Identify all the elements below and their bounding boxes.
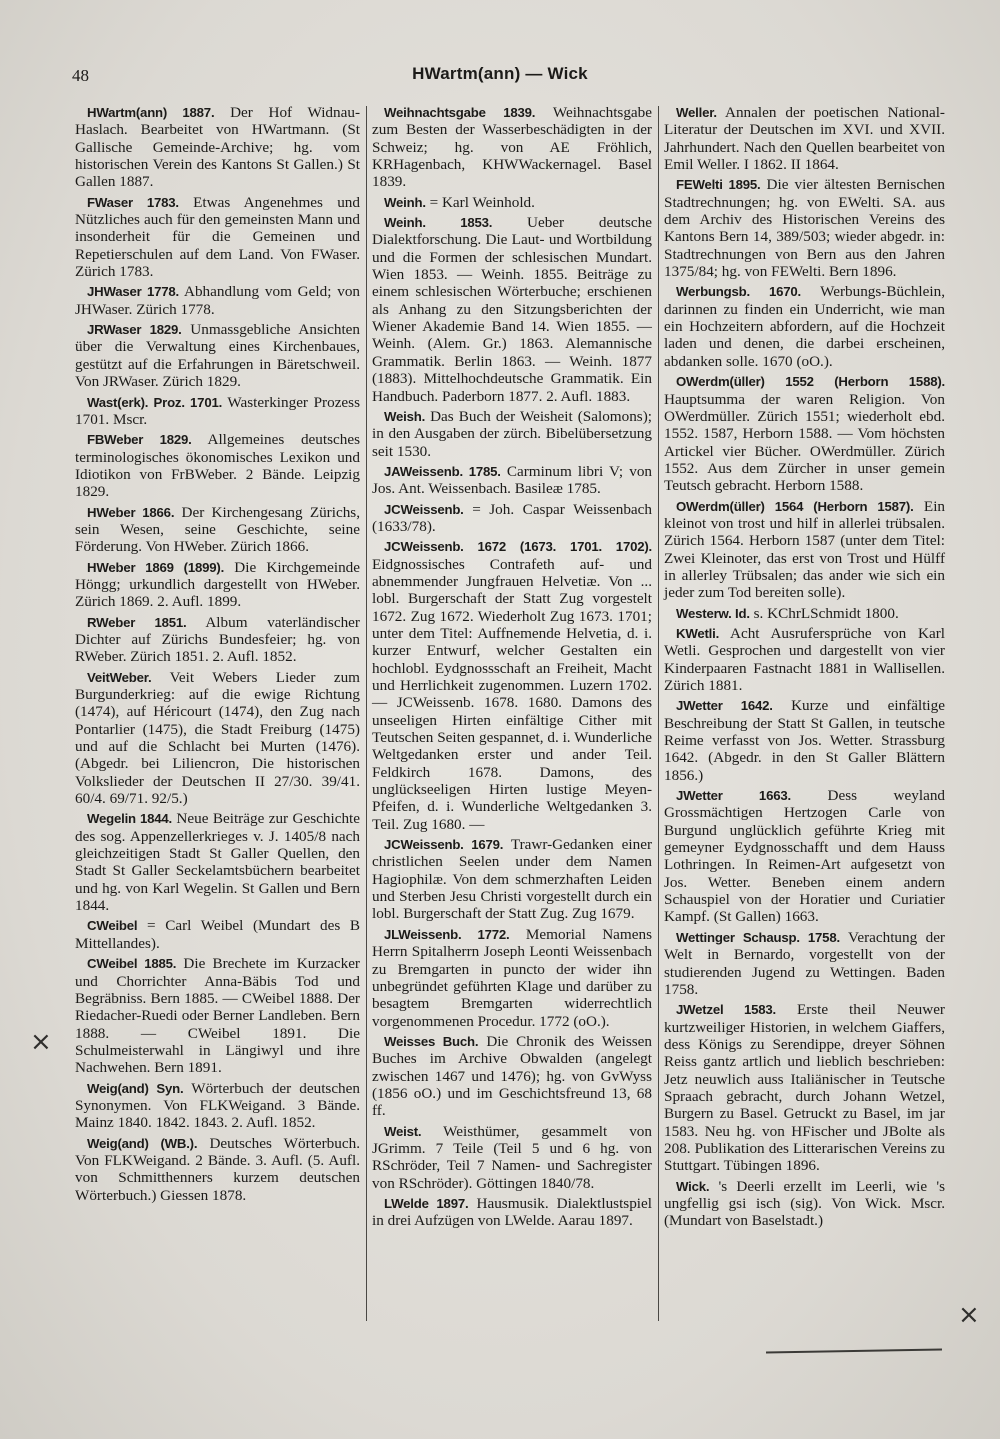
bibliography-entry — [664, 1178, 945, 1230]
entry-text: Wasterkinger Prozess 1701. Mscr. — [75, 393, 360, 428]
bibliography-entry — [75, 283, 360, 318]
bibliography-entry — [75, 394, 360, 429]
entry-siglum: KWetli. — [676, 625, 720, 641]
bibliography-entry — [664, 787, 945, 926]
entry-text: s. KChrLSchmidt 1800. — [753, 604, 899, 622]
entry-siglum: Weist. — [384, 1123, 422, 1139]
bibliography-entry — [75, 431, 360, 500]
entry-text: Allgemeines deutsches terminologisches ökonomisches Lexikon und Idiotikon von FrBWeber. 2 Bände. Leipzig 1829. — [75, 431, 360, 501]
entry-siglum: JWetter 1663. — [676, 788, 791, 804]
entry-text: Die Brechete im Kurzacker und Chorrichter Anna-Bäbis Tod und Begräbniss. Bern 1885. — CWeibel 1888. Der Riedacher-Ruedi oder Berner Landleben. Bern 1888. — CWeibel 1891. Die Schulmeisterwahl in Längiwyl und ihre Nachwehen. Bern 1891. — [75, 955, 360, 1077]
entry-siglum: OWerdm(üller) 1564 (Herborn 1587). — [676, 498, 914, 514]
bibliography-entry — [372, 926, 652, 1030]
bibliography-entry — [664, 498, 945, 602]
entry-text: Veit Webers Lieder zum Burgunderkrieg: auf die ewige Richtung (1474), auf Héricourt (1474), den Zug nach Pontarlier (1475), die Stadt Freiburg (1475) und auf die Schlacht bei Murten (1476). (Abgedr. bei Liliencron, Die historischen Volkslieder der Deutschen II 27/30. 39/41. 60/4. 69/71. 92/5.) — [75, 668, 360, 808]
entry-text: Hausmusik. Dialektlustspiel in drei Aufzügen von LWelde. Aarau 1897. — [372, 1194, 652, 1230]
bibliography-entry — [75, 917, 360, 952]
entry-siglum: JCWeissenb. 1679. — [384, 837, 504, 853]
entry-siglum: VeitWeber. — [87, 669, 152, 685]
entry-text: Ein kleinot von trost und hilf in allerlei trübsalen. Zürich 1564. Herborn 1587 (unter dem Titel: Zwei Kleinoter, das erst von Trost und Hülff in allerley Trübsalen; das ander wie sich ein jeder zum Tod bereiten solle). — [664, 497, 946, 602]
entry-text: Annalen der poetischen National-Literatur der Deutschen im XVI. und XVII. Jahrhundert. Nach den Quellen bearbeitet von Emil Weller. I 1862. II 1864. — [664, 104, 945, 174]
entry-siglum: LWelde 1897. — [384, 1195, 469, 1211]
bibliography-entry — [372, 501, 652, 536]
entry-siglum: JWetter 1642. — [676, 698, 773, 714]
entry-siglum: OWerdm(üller) 1552 (Herborn 1588). — [676, 374, 945, 390]
entry-text: Acht Ausrufersprüche von Karl Wetli. Gesprochen und dargestellt von vier Kinderpaaren Fastnacht 1881 in Wallisellen. Zürich 1881. — [664, 624, 945, 694]
entry-siglum: JLWeissenb. 1772. — [384, 926, 510, 942]
bibliography-entry — [372, 1123, 652, 1192]
bibliography-entry — [664, 929, 945, 998]
bibliography-entry — [75, 1135, 360, 1204]
entry-siglum: Wick. — [676, 1178, 710, 1194]
entry-text: Der Kirchengesang Zürichs, sein Wesen, seine Geschichte, seine Förderung. Von HWeber. Zürich 1866. — [75, 503, 361, 556]
entry-siglum: RWeber 1851. — [87, 614, 187, 630]
entry-text: = Joh. Caspar Weissenbach (1633/78). — [372, 500, 653, 535]
bibliography-entry — [372, 1033, 652, 1120]
page-number: 48 — [72, 66, 89, 85]
entry-text: Das Buch der Weisheit (Salomons); in den Ausgaben der zürch. Bibelübersetzung seit 1530. — [372, 407, 652, 460]
bibliography-entry — [664, 373, 945, 494]
bibliography-entry — [75, 1080, 360, 1132]
entry-siglum: Weig(and) (WB.). — [87, 1135, 198, 1151]
entry-siglum: Wast(erk). Proz. 1701. — [87, 394, 223, 410]
entry-siglum: Weisses Buch. — [384, 1033, 479, 1049]
bibliography-entry — [372, 214, 652, 405]
bibliography-entry — [664, 605, 945, 622]
entry-siglum: Weihnachtsgabe 1839. — [384, 105, 536, 120]
entry-text: Erste theil Neuwer kurtzweiliger Historien, in welchem Giaffers, dess Königs zu Serendippe, dreyer Söhnen Reiss gantz artlich und lieblich beschrieben: Jetz neuwlich auss Italiänischer in Teutsche Spraach gebracht, durch Johann Wetzel, Burgern zu Basel. Getruckt zu Basel, im jar 1583. Neu hg. von HFischer und JBolte als 208. Publikation des Litterarischen Vereins zu Stuttgart. Tübingen 1896. — [664, 1001, 945, 1175]
bibliography-entry — [75, 955, 360, 1076]
bibliography-entry — [664, 1001, 945, 1174]
entry-text: Etwas Angenehmes und Nützliches auch für den gemeinsten Mann und insonderheit für die Gemeinen und Repetierschulen auf dem Land. Von FWaser. Zürich 1783. — [75, 193, 360, 281]
column-rule — [366, 106, 367, 1321]
entry-siglum: HWeber 1869 (1899). — [87, 559, 225, 575]
entry-text: Carminum libri V; von Jos. Ant. Weissenbach. Basileæ 1785. — [372, 462, 653, 498]
entry-siglum: Wegelin 1844. — [87, 811, 172, 827]
entry-siglum: FBWeber 1829. — [87, 432, 192, 448]
entry-text: Weisthümer, gesammelt von JGrimm. 7 Teile (Teil 5 und 6 hg. von RSchröder, Teil 7 Namen- und Sachregister von RSchröder). Göttingen 1840/78. — [372, 1122, 652, 1192]
bibliography-entry — [75, 614, 360, 666]
entry-text: Der Hof Widnau-Haslach. Bearbeitet von HWartmann. (St Gallische Gemeinde-Archive; hg. vom historischen Verein des Kantons St Gallen.) St Gallen 1887. — [75, 104, 361, 191]
entry-siglum: FWaser 1783. — [87, 194, 179, 210]
bibliography-entry — [372, 194, 652, 211]
entry-text: = Carl Weibel (Mundart des B Mittellandes). — [75, 917, 361, 952]
entry-text: 's Deerli erzellt im Leerli, wie 's ungfellig gsi isch (sig). Von Wick. Mscr. (Mundart von Baselstadt.) — [664, 1177, 945, 1230]
bibliography-entry — [75, 669, 360, 808]
bibliography-entry — [75, 104, 360, 191]
bibliography-entry — [664, 697, 945, 784]
entry-siglum: JHWaser 1778. — [87, 284, 180, 300]
entry-text: Abhandlung vom Geld; von JHWaser. Zürich 1778. — [75, 283, 361, 318]
entry-text: Kurze und einfältige Beschreibung der Statt St Gallen, in teutsche Reime verfasst von Jos. Wetter. Strassburg 1642. (Abgedr. in den St Galler Blättern 1856.) — [664, 697, 945, 784]
bibliography-entry — [372, 463, 652, 498]
handwritten-cross-mark: × — [30, 1027, 52, 1057]
entry-siglum: JAWeissenb. 1785. — [384, 463, 501, 479]
bibliography-entry — [664, 283, 945, 370]
entry-text: Verachtung der Welt in Bernardo, vorgestellt von der studierenden Jugend zu Wettingen. Baden 1758. — [664, 928, 945, 998]
entry-siglum: Wettinger Schausp. 1758. — [676, 929, 840, 945]
entry-siglum: Weig(and) Syn. — [87, 1080, 184, 1096]
entry-siglum: JRWaser 1829. — [87, 322, 182, 338]
entry-siglum: HWeber 1866. — [87, 504, 175, 520]
entry-text: Wörterbuch der deutschen Synonymen. Von FLKWeigand. 3 Bände. Mainz 1840. 1842. 1843. 2. Aufl. 1852. — [75, 1079, 360, 1132]
entry-siglum: Weish. — [384, 408, 426, 424]
bibliography-entry — [75, 321, 360, 390]
entry-text: Die vier ältesten Bernischen Stadtrechnungen; hg. von EWelti. SA. aus dem Archiv des Historischen Vereins des Kantons Bern 14, 389/503; wieder abgedr. in: Stadtrechnungen von Bern aus den Jahren 1375/84; hg. von FEWelti. Bern 1896. — [664, 176, 946, 281]
entry-siglum: JCWeissenb. — [384, 501, 464, 517]
bibliography-entry — [75, 810, 360, 914]
column-1 — [75, 104, 360, 1207]
entry-text: Memorial Namens Herrn Spitalherrn Joseph Leonti Weissenbach zu Bremgarten in puncto der wider ihn unbegründet geführten Klage und darüber zu besagtem Bremgarten widerrechtlich vorgenommenen Procedur. 1772 (oO.). — [372, 925, 652, 1030]
bibliography-entry — [372, 1195, 652, 1230]
entry-siglum: Weller. — [676, 105, 717, 120]
entry-siglum: Westerw. Id. — [676, 605, 750, 621]
column-2 — [372, 104, 652, 1233]
bibliography-entry — [372, 104, 652, 191]
entry-text: Werbungs-Büchlein, darinnen zu finden ein Underricht, wie man ein Hochzeitern abfordern, auf die Hochzeit laden und denen, die darbei erscheinen, abdanken solle. 1670 (oO.). — [664, 283, 945, 370]
entry-text: Unmassgebliche Ansichten über die Verwaltung eines Kirchenbaues, gestützt auf die Erfahrungen in Bäretschweil. Von JRWaser. Zürich 1829. — [75, 321, 361, 391]
entry-text: = Karl Weinhold. — [429, 193, 535, 211]
entry-text: Album vaterländischer Dichter auf Zürichs Bundesfeier; hg. von RWeber. Zürich 1851. 2. Aufl. 1852. — [75, 613, 360, 666]
entry-text: Eidgnossisches Contrafeth auf- und abnemmender Jungfrauen Helvetiæ. Von ... lobl. Burgerschaft der Statt Zug vorgestelt 1672. Zug 1672. Wiederholt Zug 1673. 1701; unter dem Titel: Auffnemende Helvetia, d. i. kurzer Entwurf, welcher Gestalten ein hochlobl. Eydgnossschaft an Freiheit, Macht und Herrlichkeit zugenommen. Luzern 1702. — JCWeissenb. 1678. 1680. Damons des unseeligen Hirten einfältige Cither mit Teutschen Seiten gespannet, d. i. Wunderliche Weltgedanken erster und ander Teil. Feldkirch 1678. Damons, des unglückseeligen Hirten lustige Meyen-Pfeifen, d. i. Wunderliche Weltgedanken 3. Teil. Zug 1680. — — [372, 555, 652, 833]
entry-text: Die Chronik des Weissen Buches im Archive Obwalden (angelegt zwischen 1467 und 1476); hg. von GvWyss (1856 oO.) und im Geschichtsfreund 13, 68 ff. — [372, 1032, 653, 1120]
entry-siglum: CWeibel 1885. — [87, 956, 177, 972]
running-head: HWartm(ann) — Wick — [412, 64, 588, 83]
bibliography-entry — [664, 176, 945, 280]
entry-text: Dess weyland Grossmächtigen Hertzogen Carle von Burgund unglücklich geführte Krieg mit gemeyner Eydgnosschafft und dem Hauss Lothringen. In Reimen-Art aufgesetzt von Jos. Wetter. Beneben einem andern Schauspiel von der Horatier und Curiatier Kampf. (St Gallen) 1663. — [664, 787, 946, 926]
entry-siglum: Weinh. 1853. — [384, 215, 493, 231]
entry-text: Weihnachtsgabe zum Besten der Wasserbeschädigten in der Schweiz; hg. von AE Fröhlich, KRHagenbach, KHWWackernagel. Basel 1839. — [372, 104, 652, 191]
entry-siglum: Weinh. — [384, 194, 426, 210]
entry-siglum: JWetzel 1583. — [676, 1002, 777, 1018]
entry-text: Ueber deutsche Dialektforschung. Die Laut- und Wortbildung und die Formen der schlesischen Mundart. Wien 1853. — Weinh. 1855. Beiträge zu einem schlesischen Wörterbuche; erschienen als Anhang zu den Sitzungsberichten der Wiener Akademie Band 14. Wien 1855. — Weinh. (Alem. Gr.) 1863. Alemannische Grammatik. Berlin 1863. — Weinh. 1877 (1883). Mittelhochdeutsche Grammatik. Ein Handbuch. Paderborn 1877. 2. Aufl. 1883. — [372, 214, 652, 405]
bibliography-entry — [372, 836, 652, 923]
entry-siglum: HWartm(ann) 1887. — [87, 105, 215, 120]
bibliography-entry — [75, 504, 360, 556]
column-rule — [658, 106, 659, 1321]
entry-text: Trawr-Gedanken einer christlichen Seelen under dem Namen Hagiophilæ. Von dem schmerzhaften Leiden und Sterben Jesu Christi vorgestellt durch ein lobl. Burgerschaft der Statt Zug. Zug 1679. — [372, 836, 652, 923]
handwritten-underline — [766, 1348, 942, 1353]
bibliography-entry — [75, 194, 360, 281]
entry-text: Die Kirchgemeinde Höngg; urkundlich dargestellt von HWeber. Zürich 1869. 2. Aufl. 1899. — [75, 558, 360, 611]
bibliography-entry — [372, 408, 652, 460]
bibliography-entry — [75, 559, 360, 611]
entry-siglum: FEWelti 1895. — [676, 177, 761, 193]
bibliography-entry — [372, 538, 652, 833]
entry-text: Hauptsumma der waren Religion. Von OWerdmüller. Zürich 1551; wiederholt ebd. 1552. 1587, Herborn 1588. — Vom höchsten Artickel vier Bücher. OWerdmüller. Zürich 1552. Aus dem Zürcher in unser gemein Teutsch gebracht. Herborn 1588. — [664, 390, 945, 495]
entry-siglum: CWeibel — [87, 918, 138, 934]
bibliography-entry — [664, 625, 945, 694]
handwritten-cross-mark: × — [958, 1300, 980, 1330]
column-3 — [664, 104, 945, 1233]
bibliography-entry — [664, 104, 945, 173]
entry-siglum: JCWeissenb. 1672 (1673. 1701. 1702). — [384, 539, 652, 555]
entry-text: Neue Beiträge zur Geschichte des sog. Appenzellerkrieges v. J. 1405/8 nach gleichzeitigen Stadt St Galler Quellen, den Stadt St Galler Seckelamtsbüchern bearbeitet und hg. von Karl Wegelin. St Gallen und Bern 1844. — [75, 810, 360, 915]
entry-siglum: Werbungsb. 1670. — [676, 284, 801, 300]
entry-text: Deutsches Wörterbuch. Von FLKWeigand. 2 Bände. 3. Aufl. (5. Aufl. von Schmitthenners kurzem deutschen Wörterbuch.) Giessen 1878. — [75, 1134, 360, 1204]
